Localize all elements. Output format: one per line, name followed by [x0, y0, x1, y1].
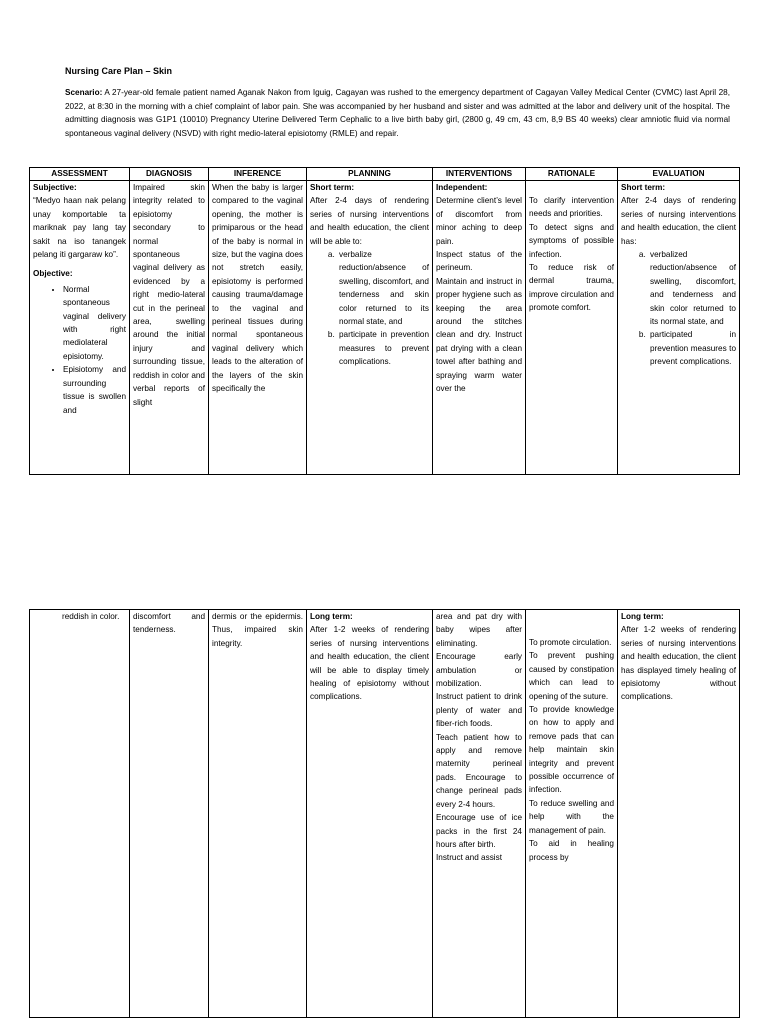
subjective-text: “Medyo haan nak pelang unay komportable ta mariknak pay lang tay sakit na iso tanangek pelang iti gargaraw ko”. — [33, 196, 126, 260]
header-inference: INFERENCE — [209, 168, 307, 181]
planning-intro: After 2-4 days of rendering series of nursing interventions and health education, the client will be able to: — [310, 196, 429, 246]
rationale-cell — [526, 181, 618, 475]
scenario-label: Scenario: — [65, 88, 103, 97]
intervention-item: Instruct and assist — [436, 853, 502, 863]
care-plan-table-page-1 — [29, 167, 740, 475]
evaluation-intro: After 2-4 days of rendering series of nursing interventions and health education, the client has: — [621, 196, 736, 246]
header-interventions: INTERVENTIONS — [433, 168, 526, 181]
rationale-item: To prevent pushing caused by constipation which can lead to opening of the suture. — [529, 651, 614, 701]
evaluation-cell — [618, 610, 740, 1018]
care-plan-row-continued — [30, 610, 740, 1018]
header-planning: PLANNING — [307, 168, 433, 181]
interventions-cell — [433, 181, 526, 475]
intervention-item: Instruct patient to drink plenty of water and fiber-rich foods. — [436, 692, 522, 729]
intervention-item: Teach patient how to apply and remove maternity perineal pads. Encourage to change perineal pads every 2-4 hours. — [436, 732, 522, 809]
care-plan-row — [30, 181, 740, 475]
planning-goal: b. participate in prevention measures to prevent complications. — [337, 328, 429, 368]
header-diagnosis: DIAGNOSIS — [130, 168, 209, 181]
rationale-item: To promote circulation. — [529, 638, 612, 647]
objective-item: • Episiotomy and surrounding tissue is swollen and — [63, 363, 126, 417]
scenario-text: A 27-year-old female patient named Aganak Nakon from Iguig, Cagayan was rushed to the emergency department of Cagayan Valley Medical Center (CVMC) last April 28, 2022, at 8:30 in the morning with a chief complaint of labor pain. She was accompanied by her husband and sister and was admitted at the labor and delivery unit of the hospital. The admitting diagnosis was G1P1 (10010) Pregnancy Uterine Delivered Term Cephalic to a live birth baby girl, (2800 g, 49 cm, 43 cm, 8,9 BS 40 weeks) clear amniotic fluid via normal spontaneous vaginal delivery (NSVD) with right medio-lateral episiotomy (RMLE) and repair. — [65, 88, 730, 138]
rationale-cell — [526, 610, 618, 1018]
evaluation-long-term-label: Long term: — [621, 612, 664, 621]
intervention-item: area and pat dry with baby wipes after eliminating. — [436, 612, 522, 648]
objective-list — [33, 283, 126, 417]
interventions-cell — [433, 610, 526, 1018]
independent-label: Independent: — [436, 183, 488, 192]
planning-cell — [307, 181, 433, 475]
planning-goals — [310, 248, 429, 369]
intervention-item: Encourage use of ice packs in the first 24 hours after birth. — [436, 813, 522, 849]
document-title: Nursing Care Plan – Skin — [65, 66, 173, 76]
objective-label: Objective: — [33, 269, 73, 279]
rationale-item: To detect signs and symptoms of possible infection. — [529, 222, 614, 259]
short-term-label: Short term: — [310, 183, 355, 192]
intervention-item: Inspect status of the perineum. — [436, 250, 522, 273]
rationale-item: To provide knowledge on how to apply and remove pads that can help maintain skin integrity and prevent possible occurrence of infection. — [529, 705, 614, 795]
header-evaluation: EVALUATION — [618, 168, 740, 181]
diagnosis-cell: discomfort and tenderness. — [130, 610, 209, 1018]
subjective-label: Subjective: — [33, 183, 77, 192]
header-assessment: ASSESSMENT — [30, 168, 130, 181]
evaluation-short-term-label: Short term: — [621, 183, 666, 192]
evaluation-result: a. verbalized reduction/absence of swelling, discomfort, and tenderness and skin color returned to its normal state, and — [648, 248, 736, 328]
diagnosis-cell: Impaired skin integrity related to episiotomy secondary to normal spontaneous vaginal delivery as evidenced by a right medio-lateral cut in the perineal area, swelling around the initial injury and surrounding tissue, reddish in color and verbal reports of slight — [130, 181, 209, 475]
header-rationale: RATIONALE — [526, 168, 618, 181]
header-row — [30, 168, 740, 181]
evaluation-cell — [618, 181, 740, 475]
rationale-item: To aid in healing process by — [529, 839, 614, 862]
care-plan-table-page-2 — [29, 609, 740, 1018]
assessment-cell — [30, 610, 130, 1018]
rationale-item: To reduce swelling and help with the management of pain. — [529, 798, 614, 835]
evaluation-results — [621, 248, 736, 369]
intervention-item: Determine client’s level of discomfort from minor aching to deep pain. — [436, 196, 522, 246]
evaluation-result: b. participated in prevention measures to prevent complications. — [648, 328, 736, 368]
evaluation-long-term-text: After 1-2 weeks of rendering series of nursing interventions and health education, the client has displayed timely healing of episiotomy without complications. — [621, 625, 736, 702]
planning-cell — [307, 610, 433, 1018]
long-term-label: Long term: — [310, 612, 353, 621]
intervention-item: Maintain and instruct in proper hygiene such as keeping the area around the stitches clean and dry. Instruct pat drying with a clean towel after bathing and spraying warm water over the — [436, 276, 522, 394]
planning-goal: a. verbalize reduction/absence of swelling, discomfort, and tenderness and skin color returned to its normal state, and — [337, 248, 429, 328]
assessment-continued-text: reddish in color. — [62, 612, 120, 621]
intervention-item: Encourage early ambulation or mobilization. — [436, 652, 522, 689]
inference-cell: When the baby is larger compared to the vaginal opening, the mother is primiparous or the head of the baby is normal in size, but the vagina does not stretch easily, episiotomy is performed causing trauma/damage to the vaginal and perineal tissues during normal spontaneous vaginal delivery which leads to the alteration of the layers of the skin specifically the — [209, 181, 307, 475]
rationale-item: To reduce risk of dermal trauma, improve circulation and promote comfort. — [529, 263, 614, 313]
objective-item: • Normal spontaneous vaginal delivery with right mediolateral episiotomy. — [63, 283, 126, 363]
assessment-cell — [30, 181, 130, 475]
long-term-goal: After 1-2 weeks of rendering series of nursing interventions and health education, the client will be able to display timely healing of episiotomy without complications. — [310, 625, 429, 702]
rationale-item: To clarify intervention needs and priorities. — [529, 196, 614, 219]
scenario-paragraph — [65, 86, 730, 140]
inference-cell: dermis or the epidermis. Thus, impaired skin integrity. — [209, 610, 307, 1018]
